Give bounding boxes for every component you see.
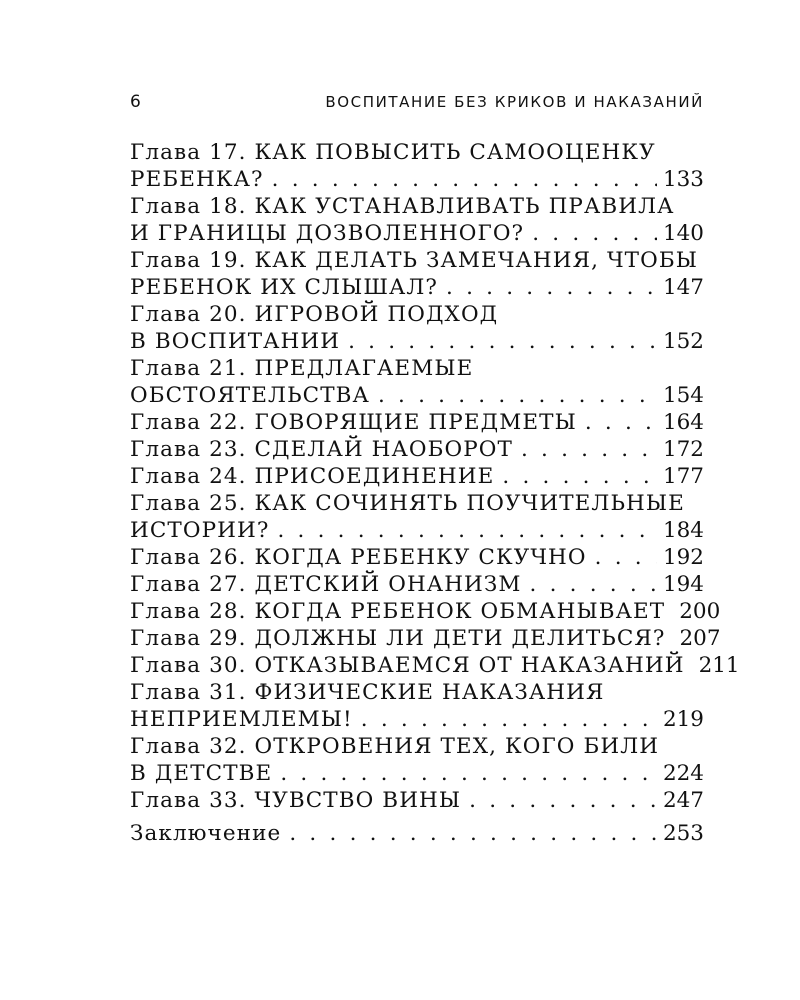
toc-entry	[130, 820, 704, 847]
toc-entry-title: Глава 31. ФИЗИЧЕСКИЕ НАКАЗАНИЯ	[130, 680, 605, 705]
toc-entry-title: Глава 23. СДЕЛАЙ НАОБОРОТ	[130, 437, 513, 462]
toc-page-number: 224	[662, 761, 704, 786]
toc-page-number: 147	[662, 275, 704, 300]
toc-page-number: 253	[662, 821, 704, 846]
toc-entry	[130, 625, 721, 652]
toc-entry	[130, 652, 740, 679]
toc-page-number: 192	[662, 545, 704, 570]
toc-entry-title: Глава 17. КАК ПОВЫСИТЬ САМООЦЕНКУ	[130, 140, 656, 165]
toc-entry-title: Глава 21. ПРЕДЛАГАЕМЫЕ	[130, 356, 474, 381]
toc-entry-title-continued: НЕПРИЕМЛЕМЫ!	[130, 707, 353, 732]
toc-entry-title: Глава 19. КАК ДЕЛАТЬ ЗАМЕЧАНИЯ, ЧТОБЫ	[130, 248, 699, 273]
toc-page-number: 194	[662, 572, 704, 597]
toc-entry-title-continued: В ВОСПИТАНИИ	[130, 329, 341, 354]
toc-page-number: 177	[662, 464, 704, 489]
toc-entry	[130, 355, 704, 409]
toc-entry	[130, 598, 721, 625]
dot-leader	[595, 544, 657, 571]
dot-leader	[446, 274, 657, 301]
toc-page-number: 140	[662, 221, 704, 246]
toc-page-number: 211	[698, 653, 740, 678]
dot-leader	[521, 436, 657, 463]
toc-page-number: 200	[679, 599, 721, 624]
toc-entry-title: Глава 33. ЧУВСТВО ВИНЫ	[130, 788, 462, 813]
toc-page-number: 133	[662, 167, 704, 192]
dot-leader	[469, 787, 657, 814]
toc-page-number: 172	[662, 437, 704, 462]
toc-entry-title: Глава 22. ГОВОРЯЩИЕ ПРЕДМЕТЫ	[130, 410, 577, 435]
toc-page-number: 247	[662, 788, 704, 813]
toc-page-number: 164	[662, 410, 704, 435]
toc-page-number: 184	[662, 518, 704, 543]
dot-leader	[272, 166, 657, 193]
toc-entry	[130, 787, 704, 814]
dot-leader	[502, 463, 657, 490]
toc-entry	[130, 247, 704, 301]
toc-entry	[130, 733, 704, 787]
toc-entry-title: Глава 24. ПРИСОЕДИНЕНИЕ	[130, 464, 495, 489]
running-head	[130, 90, 704, 114]
dot-leader	[585, 409, 657, 436]
toc-entry	[130, 679, 704, 733]
toc-page-number: 207	[679, 626, 721, 651]
toc-entry	[130, 301, 704, 355]
dot-leader	[348, 328, 657, 355]
toc-entry-title-continued: РЕБЕНОК ИХ СЛЫШАЛ?	[130, 275, 439, 300]
toc-entry	[130, 193, 704, 247]
toc-entry	[130, 436, 704, 463]
toc-entry-title: Глава 26. КОГДА РЕБЕНКУ СКУЧНО	[130, 545, 587, 570]
toc-entry	[130, 139, 704, 193]
toc-page-number: 219	[662, 707, 704, 732]
toc-entry-title: Глава 29. ДОЛЖНЫ ЛИ ДЕТИ ДЕЛИТЬСЯ?	[130, 626, 666, 651]
dot-leader	[530, 571, 657, 598]
toc-entry-title: Заключение	[130, 821, 282, 846]
toc-entry	[130, 544, 704, 571]
toc-entry-title-continued: ИСТОРИИ?	[130, 518, 270, 543]
dot-leader	[289, 820, 657, 847]
dot-leader	[532, 220, 657, 247]
dot-leader	[378, 382, 657, 409]
toc-entry-title: Глава 25. КАК СОЧИНЯТЬ ПОУЧИТЕЛЬНЫЕ	[130, 491, 685, 516]
book-title: ВОСПИТАНИЕ БЕЗ КРИКОВ И НАКАЗАНИЙ	[325, 93, 704, 111]
toc-entry-title: Глава 27. ДЕТСКИЙ ОНАНИЗМ	[130, 572, 522, 597]
dot-leader	[277, 517, 656, 544]
toc-entry	[130, 571, 704, 598]
toc-entry-title: Глава 18. КАК УСТАНАВЛИВАТЬ ПРАВИЛА	[130, 194, 675, 219]
dot-leader	[361, 706, 657, 733]
toc-entry-title: Глава 28. КОГДА РЕБЕНОК ОБМАНЫВАЕТ	[130, 599, 666, 624]
toc-entry-title-continued: И ГРАНИЦЫ ДОЗВОЛЕННОГО?	[130, 221, 525, 246]
toc-entry-title-continued: РЕБЕНКА?	[130, 167, 264, 192]
toc-entry-title-continued: ОБСТОЯТЕЛЬСТВА	[130, 383, 370, 408]
toc-entry	[130, 490, 704, 544]
toc-entry	[130, 409, 704, 436]
page-number: 6	[130, 92, 141, 112]
toc-entry	[130, 463, 704, 490]
table-of-contents	[130, 139, 740, 847]
dot-leader	[280, 760, 657, 787]
toc-entry-title: Глава 32. ОТКРОВЕНИЯ ТЕХ, КОГО БИЛИ	[130, 734, 660, 759]
toc-entry-title-continued: В ДЕТСТВЕ	[130, 761, 273, 786]
toc-entry-title: Глава 20. ИГРОВОЙ ПОДХОД	[130, 302, 499, 327]
toc-page-number: 152	[662, 329, 704, 354]
toc-entry-title: Глава 30. ОТКАЗЫВАЕМСЯ ОТ НАКАЗАНИЙ	[130, 653, 685, 678]
toc-page-number: 154	[662, 383, 704, 408]
